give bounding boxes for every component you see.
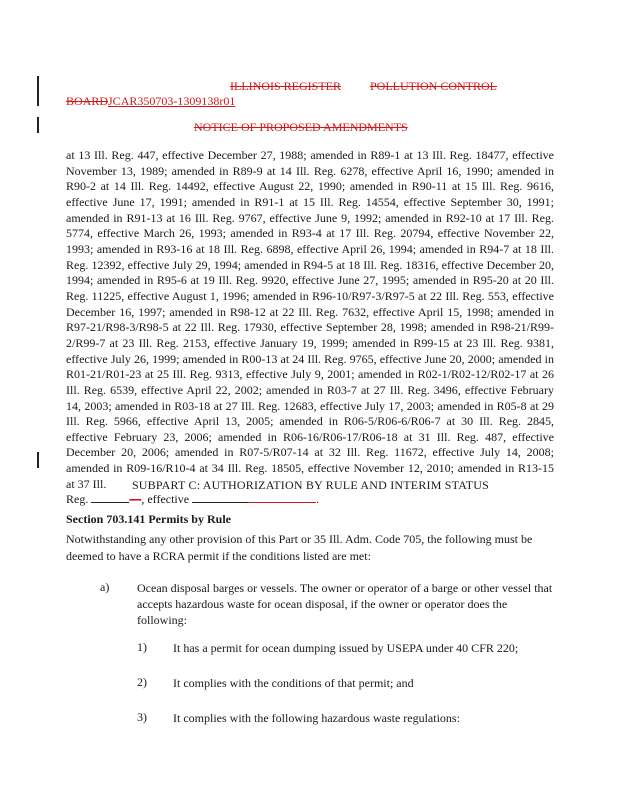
header-doc-id: JCAR350703-1309138r01	[108, 94, 236, 108]
item-1-text: It has a permit for ocean dumping issued by USEPA under 40 CFR 220;	[173, 641, 519, 655]
subpart-heading: SUBPART C: AUTHORIZATION BY RULE AND INTERIM STATUS	[131, 478, 490, 492]
header-board-struck: POLLUTION CONTROL	[370, 79, 497, 93]
header-notice-struck: NOTICE OF PROPOSED AMENDMENTS	[194, 120, 408, 134]
struck-dash: —	[129, 492, 142, 507]
section-title: Section 703.141 Permits by Rule	[66, 512, 231, 526]
effective-label: , effective	[141, 492, 193, 507]
item-3-text: It complies with the following hazardous waste regulations:	[173, 711, 460, 725]
item-2-label: 2)	[137, 675, 147, 689]
section-intro: Notwithstanding any other provision of this Part or 35 Ill. Adm. Code 705, the following must be deemed to have a RCRA permit if the conditions listed are met:	[66, 532, 533, 563]
source-note: at 13 Ill. Reg. 447, effective December 27, 1988; amended in R89-1 at 13 Ill. Reg. 18477, effective November 13, 1989; amended in R89-9 at 14 Ill. Reg. 6278, effective April 16, 1990; amended in R90-2 at 14 Ill. Reg. 14492, effective August 22, 1990; amended in R90-11 at 15 Ill. Reg. 9616, effective June 17, 1991; amended in R91-1 at 15 Ill. Reg. 14554, effective September 30, 1991; amended in R91-13 at 16 Ill. Reg. 9767, effective June 9, 1992; amended in R92-10 at 17 Ill. Reg. 5774, effective March 26, 1993; amended in R93-4 at 17 Ill. Reg. 20794, effective November 22, 1993; amended in R93-16 at 18 Ill. Reg. 6898, effective April 26, 1994; amended in R94-7 at 18 Ill. Reg. 12392, effective July 29, 1994; amended in R94-5 at 18 Ill. Reg. 18316, effective December 20, 1994; amended in R95-6 at 19 Ill. Reg. 9920, effective June 27, 1995; amended in R95-20 at 20 Ill. Reg. 11225, effective August 1, 1996; amended in R96-10/R97-3/R97-5 at 22 Ill. Reg. 553, effective December 16, 1997; amended in R98-12 at 22 Ill. Reg. 7632, effective April 15, 1998; amended in R97-21/R98-3/R98-5 at 22 Ill. Reg. 17930, effective September 28, 1998; amended in R98-21/R99-2/R99-7 at 23 Ill. Reg. 2153, effective January 19, 1999; amended in R99-15 at 23 Ill. Reg. 9381, effective July 26, 1999; amended in R00-13 at 24 Ill. Reg. 9765, effective June 20, 2000; amended in R01-21/R01-23 at 25 Ill. Reg. 9313, effective July 9, 2001; amended in R02-1/R02-12/R02-17 at 26 Ill. Reg. 6539, effective April 22, 2002; amended in R03-7 at 27 Ill. Reg. 3496, effective February 14, 2003; amended in R03-18 at 27 Ill. Reg. 12683, effective July 17, 2003; amended in R05-8 at 29 Ill. Reg. 5966, effective April 13, 2005; amended in R06-5/R06-6/R06-7 at 30 Ill. Reg. 2845, effective February 23, 2006; amended in R06-16/R06-17/R06-18 at 31 Ill. Reg. 487, effective December 20, 2006; amended in R07-5/R07-14 at 32 Ill. Reg. 11672, effective July 14, 2008; amended in R09-16/R10-4 at 34 Ill. Reg. 18505, effective November 12, 2010; amended in R13-15 at 37 Ill. Reg. —, effective .	[66, 148, 554, 507]
item-a-label: a)	[100, 580, 110, 594]
item-2-text: It complies with the conditions of that permit; and	[173, 676, 414, 690]
revision-bar-header	[37, 76, 39, 106]
effective-blank-red	[248, 492, 316, 503]
item-1-label: 1)	[137, 640, 147, 654]
item-3-label: 3)	[137, 710, 147, 724]
reg-blank	[91, 492, 129, 503]
item-a-text: Ocean disposal barges or vessels. The owner or operator of a barge or other vessel that accepts hazardous waste for ocean disposal, if the owner or operator does the following:	[137, 581, 553, 627]
source-note-reg-prefix: Reg.	[66, 492, 92, 507]
header-register-struck: ILLINOIS REGISTER	[230, 79, 341, 93]
revision-bar-title	[37, 117, 39, 133]
source-note-text: at 13 Ill. Reg. 447, effective December 27, 1988; amended in R89-1 at 13 Ill. Reg. 18477, effective November 13, 1989; amended in R89-9 at 14 Ill. Reg. 6278, effective April 16, 1990; amended in R90-2 at 14 Ill. Reg. 14492, effective August 22, 1990; amended in R90-11 at 15 Ill. Reg. 9616, effective June 17, 1991; amended in R91-1 at 15 Ill. Reg. 14554, effective September 30, 1991; amended in R91-13 at 16 Ill. Reg. 9767, effective June 9, 1992; amended in R92-10 at 17 Ill. Reg. 5774, effective March 26, 1993; amended in R93-4 at 17 Ill. Reg. 20794, effective November 22, 1993; amended in R93-16 at 18 Ill. Reg. 6898, effective April 26, 1994; amended in R94-7 at 18 Ill. Reg. 12392, effective July 29, 1994; amended in R94-5 at 18 Ill. Reg. 18316, effective December 20, 1994; amended in R95-6 at 19 Ill. Reg. 9920, effective June 27, 1995; amended in R95-20 at 20 Ill. Reg. 11225, effective August 1, 1996; amended in R96-10/R97-3/R97-5 at 22 Ill. Reg. 553, effective December 16, 1997; amended in R98-12 at 22 Ill. Reg. 7632, effective April 15, 1998; amended in R97-21/R98-3/R98-5 at 22 Ill. Reg. 17930, effective September 28, 1998; amended in R98-21/R99-2/R99-7 at 23 Ill. Reg. 2153, effective January 19, 1999; amended in R99-15 at 23 Ill. Reg. 9381, effective July 26, 1999; amended in R00-13 at 24 Ill. Reg. 9765, effective June 20, 2000; amended in R01-21/R01-23 at 25 Ill. Reg. 9313, effective July 9, 2001; amended in R02-1/R02-12/R02-17 at 26 Ill. Reg. 6539, effective April 22, 2002; amended in R03-7 at 27 Ill. Reg. 3496, effective February 14, 2003; amended in R03-18 at 27 Ill. Reg. 12683, effective July 17, 2003; amended in R05-8 at 29 Ill. Reg. 5966, effective April 13, 2005; amended in R06-5/R06-6/R06-7 at 30 Ill. Reg. 2845, effective February 23, 2006; amended in R06-16/R06-17/R06-18 at 31 Ill. Reg. 487, effective December 20, 2006; amended in R07-5/R07-14 at 32 Ill. Reg. 11672, effective July 14, 2008; amended in R09-16/R10-4 at 34 Ill. Reg. 18505, effective November 12, 2010; amended in R13-15 at 37 Ill.	[66, 148, 554, 491]
revision-bar-reg	[37, 452, 39, 468]
effective-blank	[192, 492, 248, 503]
header-line-2	[66, 94, 235, 109]
header-board-struck-cont: BOARD	[66, 94, 109, 108]
